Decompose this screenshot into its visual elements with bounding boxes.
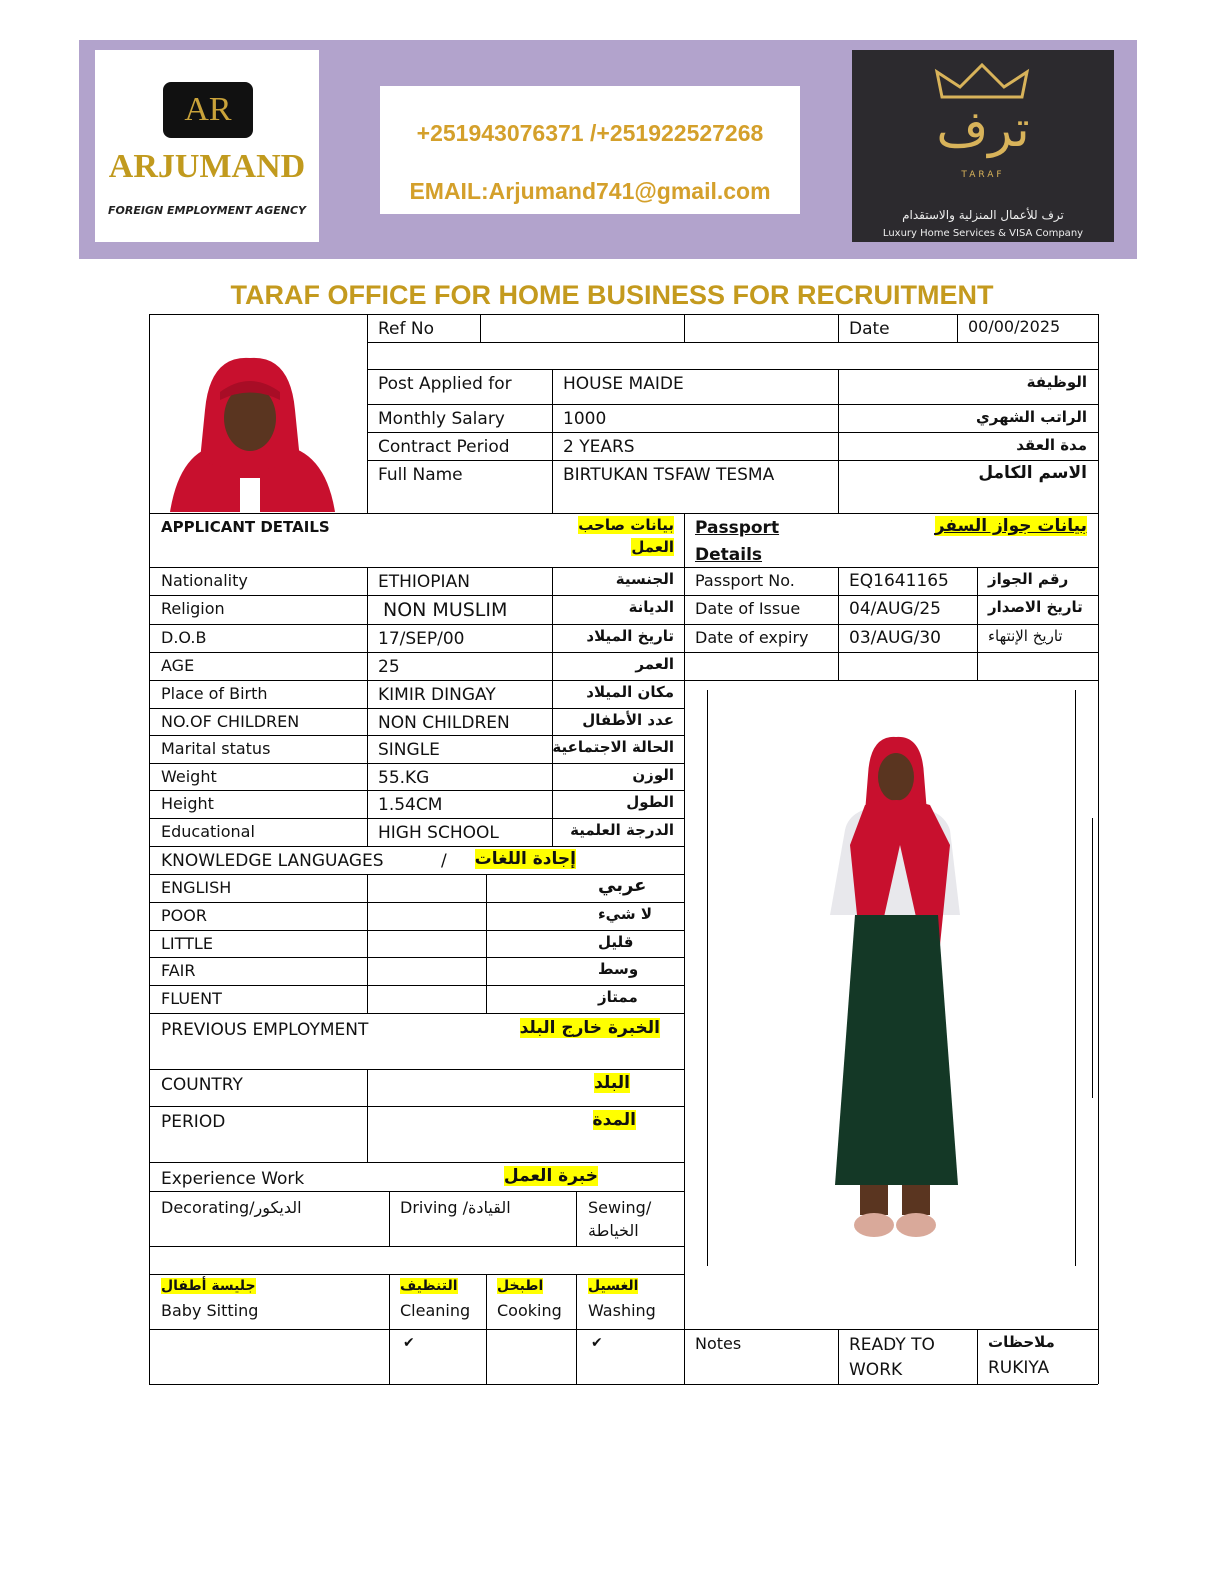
grid-line (149, 1274, 684, 1275)
grid-line (149, 680, 684, 681)
notes-label: Notes (695, 1334, 742, 1353)
full-name-value: BIRTUKAN TSFAW TESMA (563, 465, 775, 485)
previous-employment-arabic: الخبرة خارج البلد (519, 1018, 660, 1038)
applicant-field-value: 25 (378, 657, 400, 677)
crown-icon (932, 62, 1032, 102)
taraf-arabic-name: ترف (936, 100, 1030, 158)
period-arabic: المدة (592, 1110, 636, 1130)
language-level-arabic: عربي (598, 875, 647, 896)
grid-line (149, 652, 684, 653)
applicant-field-label: Place of Birth (161, 684, 268, 703)
grid-line (149, 930, 684, 931)
cooking-arabic: اطبخل (497, 1278, 544, 1294)
grid-line (684, 314, 685, 342)
grid-line (149, 790, 684, 791)
applicant-field-label: Religion (161, 599, 225, 618)
passport-heading-1: Passport (695, 518, 780, 538)
grid-line (1092, 818, 1093, 1098)
language-level-arabic: قليل (598, 933, 634, 951)
grid-line (367, 432, 1098, 433)
applicant-field-value: 17/SEP/00 (378, 629, 465, 649)
grid-line (684, 680, 1098, 681)
applicant-details-heading: APPLICANT DETAILS (161, 518, 330, 536)
grid-line (149, 735, 684, 736)
grid-line (149, 708, 684, 709)
grid-line (957, 314, 958, 342)
grid-line (838, 314, 839, 342)
grid-line (149, 846, 684, 847)
grid-line (367, 567, 368, 846)
applicant-field-arabic: عدد الأطفال (582, 711, 674, 729)
notes-name: RUKIYA (988, 1358, 1050, 1378)
grid-line (149, 624, 684, 625)
applicant-field-value: ETHIOPIAN (378, 572, 470, 592)
passport-field-value: EQ1641165 (849, 571, 949, 591)
sewing-label-1: Sewing/ (588, 1198, 652, 1217)
language-level-label: FAIR (161, 961, 196, 980)
applicant-field-label: Weight (161, 767, 217, 786)
grid-line (838, 567, 839, 680)
passport-heading-2: Details (695, 545, 763, 565)
grid-line (486, 1274, 487, 1384)
applicant-field-arabic: الجنسية (615, 570, 674, 588)
driving-label: Driving /القيادة (400, 1198, 511, 1217)
arjumand-logo (95, 50, 319, 242)
grid-line (149, 513, 1098, 514)
applicant-field-value: 1.54CM (378, 795, 443, 815)
cleaning-arabic: التنظيف (400, 1278, 458, 1294)
applicant-field-arabic: الطول (626, 793, 674, 811)
applicant-heading-arabic-1: بيانات صاحب (578, 516, 674, 534)
applicant-field-arabic: الوزن (632, 766, 674, 784)
language-level-label: POOR (161, 906, 207, 925)
notes-value-1: READY TO (849, 1335, 935, 1355)
language-level-label: LITTLE (161, 934, 213, 953)
applicant-field-label: Nationality (161, 571, 248, 590)
previous-employment-heading: PREVIOUS EMPLOYMENT (161, 1020, 369, 1040)
grid-line (149, 314, 1098, 315)
grid-line (684, 513, 685, 1384)
grid-line (149, 1106, 684, 1107)
sewing-label-2: الخياطة (588, 1221, 639, 1240)
language-level-label: ENGLISH (161, 878, 232, 897)
language-level-label: FLUENT (161, 989, 222, 1008)
passport-field-label: Date of Issue (695, 599, 801, 618)
grid-line (149, 1246, 684, 1247)
grid-line (552, 567, 553, 846)
grid-line (684, 595, 1098, 596)
salary-arabic: الراتب الشهري (976, 408, 1087, 426)
applicant-heading-arabic-2: العمل (631, 538, 674, 556)
grid-line (149, 1191, 684, 1192)
grid-line (367, 314, 368, 513)
grid-line (684, 652, 1098, 653)
contract-label: Contract Period (378, 437, 510, 457)
grid-line (149, 902, 684, 903)
applicant-field-arabic: الديانة (628, 598, 674, 616)
post-label: Post Applied for (378, 374, 512, 394)
applicant-field-arabic: الحالة الاجتماعية (552, 738, 674, 756)
grid-line (389, 1191, 390, 1246)
grid-line (149, 818, 684, 819)
applicant-field-label: AGE (161, 656, 195, 675)
applicant-field-label: Marital status (161, 739, 271, 758)
passport-field-label: Date of expiry (695, 628, 809, 647)
arjumand-brand-name: ARJUMAND (108, 148, 306, 185)
grid-line (149, 595, 684, 596)
applicant-field-value: 55.KG (378, 768, 430, 788)
taraf-arabic-subtitle: ترف للأعمال المنزلية والاستقدام (902, 208, 1064, 222)
grid-line (149, 1384, 1098, 1385)
full-body-photo (810, 735, 980, 1250)
applicant-field-label: Height (161, 794, 214, 813)
taraf-english-subtitle: Luxury Home Services & VISA Company (882, 228, 1084, 239)
grid-line (367, 874, 368, 1013)
applicant-field-arabic: تاريخ الميلاد (586, 627, 674, 645)
grid-line (576, 1191, 577, 1246)
grid-line (977, 1329, 978, 1384)
period-label: PERIOD (161, 1112, 226, 1132)
washing-check-icon: ✔ (591, 1335, 603, 1351)
grid-line (480, 314, 481, 342)
passport-field-value: 04/AUG/25 (849, 599, 941, 619)
applicant-field-value: NON MUSLIM (383, 599, 508, 621)
applicant-field-arabic: الدرجة العلمية (570, 821, 674, 839)
grid-line (576, 1274, 577, 1384)
post-value: HOUSE MAIDE (563, 374, 684, 394)
grid-line (977, 567, 978, 680)
passport-field-arabic: رقم الجواز (988, 570, 1069, 588)
language-level-arabic: ممتاز (598, 988, 638, 1006)
washing-label: Washing (588, 1301, 656, 1320)
applicant-field-label: Educational (161, 822, 255, 841)
grid-line (149, 1162, 684, 1163)
languages-heading: KNOWLEDGE LANGUAGES (161, 851, 384, 871)
cleaning-label: Cleaning (400, 1301, 471, 1320)
washing-arabic: الغسيل (588, 1278, 639, 1294)
grid-line (684, 1329, 1098, 1330)
baby-sitting-label: Baby Sitting (161, 1301, 259, 1320)
date-label: Date (849, 319, 890, 339)
ar-monogram: AR (163, 82, 253, 138)
arjumand-tagline: FOREIGN EMPLOYMENT AGENCY (108, 204, 306, 217)
grid-line (149, 985, 684, 986)
applicant-field-label: NO.OF CHILDREN (161, 712, 300, 731)
headshot-photo (160, 350, 340, 512)
post-arabic: الوظيفة (1026, 373, 1087, 391)
applicant-field-value: HIGH SCHOOL (378, 823, 499, 843)
grid-line (838, 1329, 839, 1384)
baby-sitting-arabic: جليسة أطفال (161, 1278, 256, 1294)
full-name-arabic: الاسم الكامل (978, 463, 1087, 483)
applicant-field-arabic: مكان الميلاد (586, 683, 674, 701)
decorating-label: Decorating/الديكور (161, 1198, 302, 1217)
passport-field-label: Passport No. (695, 571, 795, 590)
grid-line (367, 1069, 368, 1162)
phone-numbers: +251943076371 /+251922527268 (416, 120, 764, 146)
grid-line (1098, 314, 1099, 1384)
grid-line (684, 567, 1098, 568)
grid-line (149, 314, 150, 1384)
passport-field-arabic: تاريخ الاصدار (988, 598, 1083, 616)
grid-line (684, 624, 1098, 625)
full-name-label: Full Name (378, 465, 463, 485)
grid-line (367, 404, 1098, 405)
passport-heading-arabic: بيانات جواز السفر (934, 516, 1087, 536)
contract-value: 2 YEARS (563, 437, 635, 457)
grid-line (367, 369, 1098, 370)
taraf-logo (852, 50, 1114, 242)
language-level-arabic: وسط (598, 960, 639, 978)
applicant-field-value: NON CHILDREN (378, 713, 510, 733)
grid-line (367, 460, 1098, 461)
cleaning-check-icon: ✔ (403, 1335, 415, 1351)
grid-line (389, 1274, 390, 1384)
grid-line (149, 567, 684, 568)
grid-line (149, 763, 684, 764)
country-label: COUNTRY (161, 1075, 243, 1095)
page-title: TARAF OFFICE FOR HOME BUSINESS FOR RECRUITMENT (230, 280, 994, 310)
applicant-field-label: D.O.B (161, 628, 207, 647)
ref-no-label: Ref No (378, 319, 435, 339)
grid-line (367, 342, 1098, 343)
languages-slash: / (441, 851, 447, 871)
taraf-latin-name: TARAF (961, 170, 1005, 180)
applicant-field-arabic: العمر (635, 655, 674, 673)
grid-line (149, 957, 684, 958)
date-value: 00/00/2025 (968, 317, 1061, 336)
grid-line (552, 369, 553, 513)
contract-arabic: مدة العقد (1016, 436, 1087, 454)
contact-box (380, 86, 800, 214)
salary-label: Monthly Salary (378, 409, 505, 429)
country-arabic: البلد (594, 1073, 630, 1093)
grid-line (486, 874, 487, 1013)
cooking-label: Cooking (497, 1301, 562, 1320)
notes-value-2: WORK (849, 1360, 903, 1380)
passport-field-value: 03/AUG/30 (849, 628, 941, 648)
passport-field-arabic: تاريخ الإنتهاء (988, 627, 1063, 645)
grid-line (149, 1069, 684, 1070)
experience-arabic: خبرة العمل (503, 1166, 598, 1186)
applicant-field-value: SINGLE (378, 740, 440, 760)
notes-arabic: ملاحظات (988, 1333, 1055, 1351)
languages-heading-arabic: إجادة اللغات (474, 849, 576, 869)
email-address: EMAIL:Arjumand741@gmail.com (409, 178, 771, 204)
applicant-field-value: KIMIR DINGAY (378, 685, 496, 705)
grid-line (149, 1329, 684, 1330)
grid-line (149, 1013, 684, 1014)
experience-heading: Experience Work (161, 1169, 305, 1189)
grid-line (1075, 690, 1076, 1266)
salary-value: 1000 (563, 409, 607, 429)
grid-line (838, 369, 839, 513)
grid-line (707, 690, 708, 1266)
language-level-arabic: لا شيء (598, 905, 652, 923)
